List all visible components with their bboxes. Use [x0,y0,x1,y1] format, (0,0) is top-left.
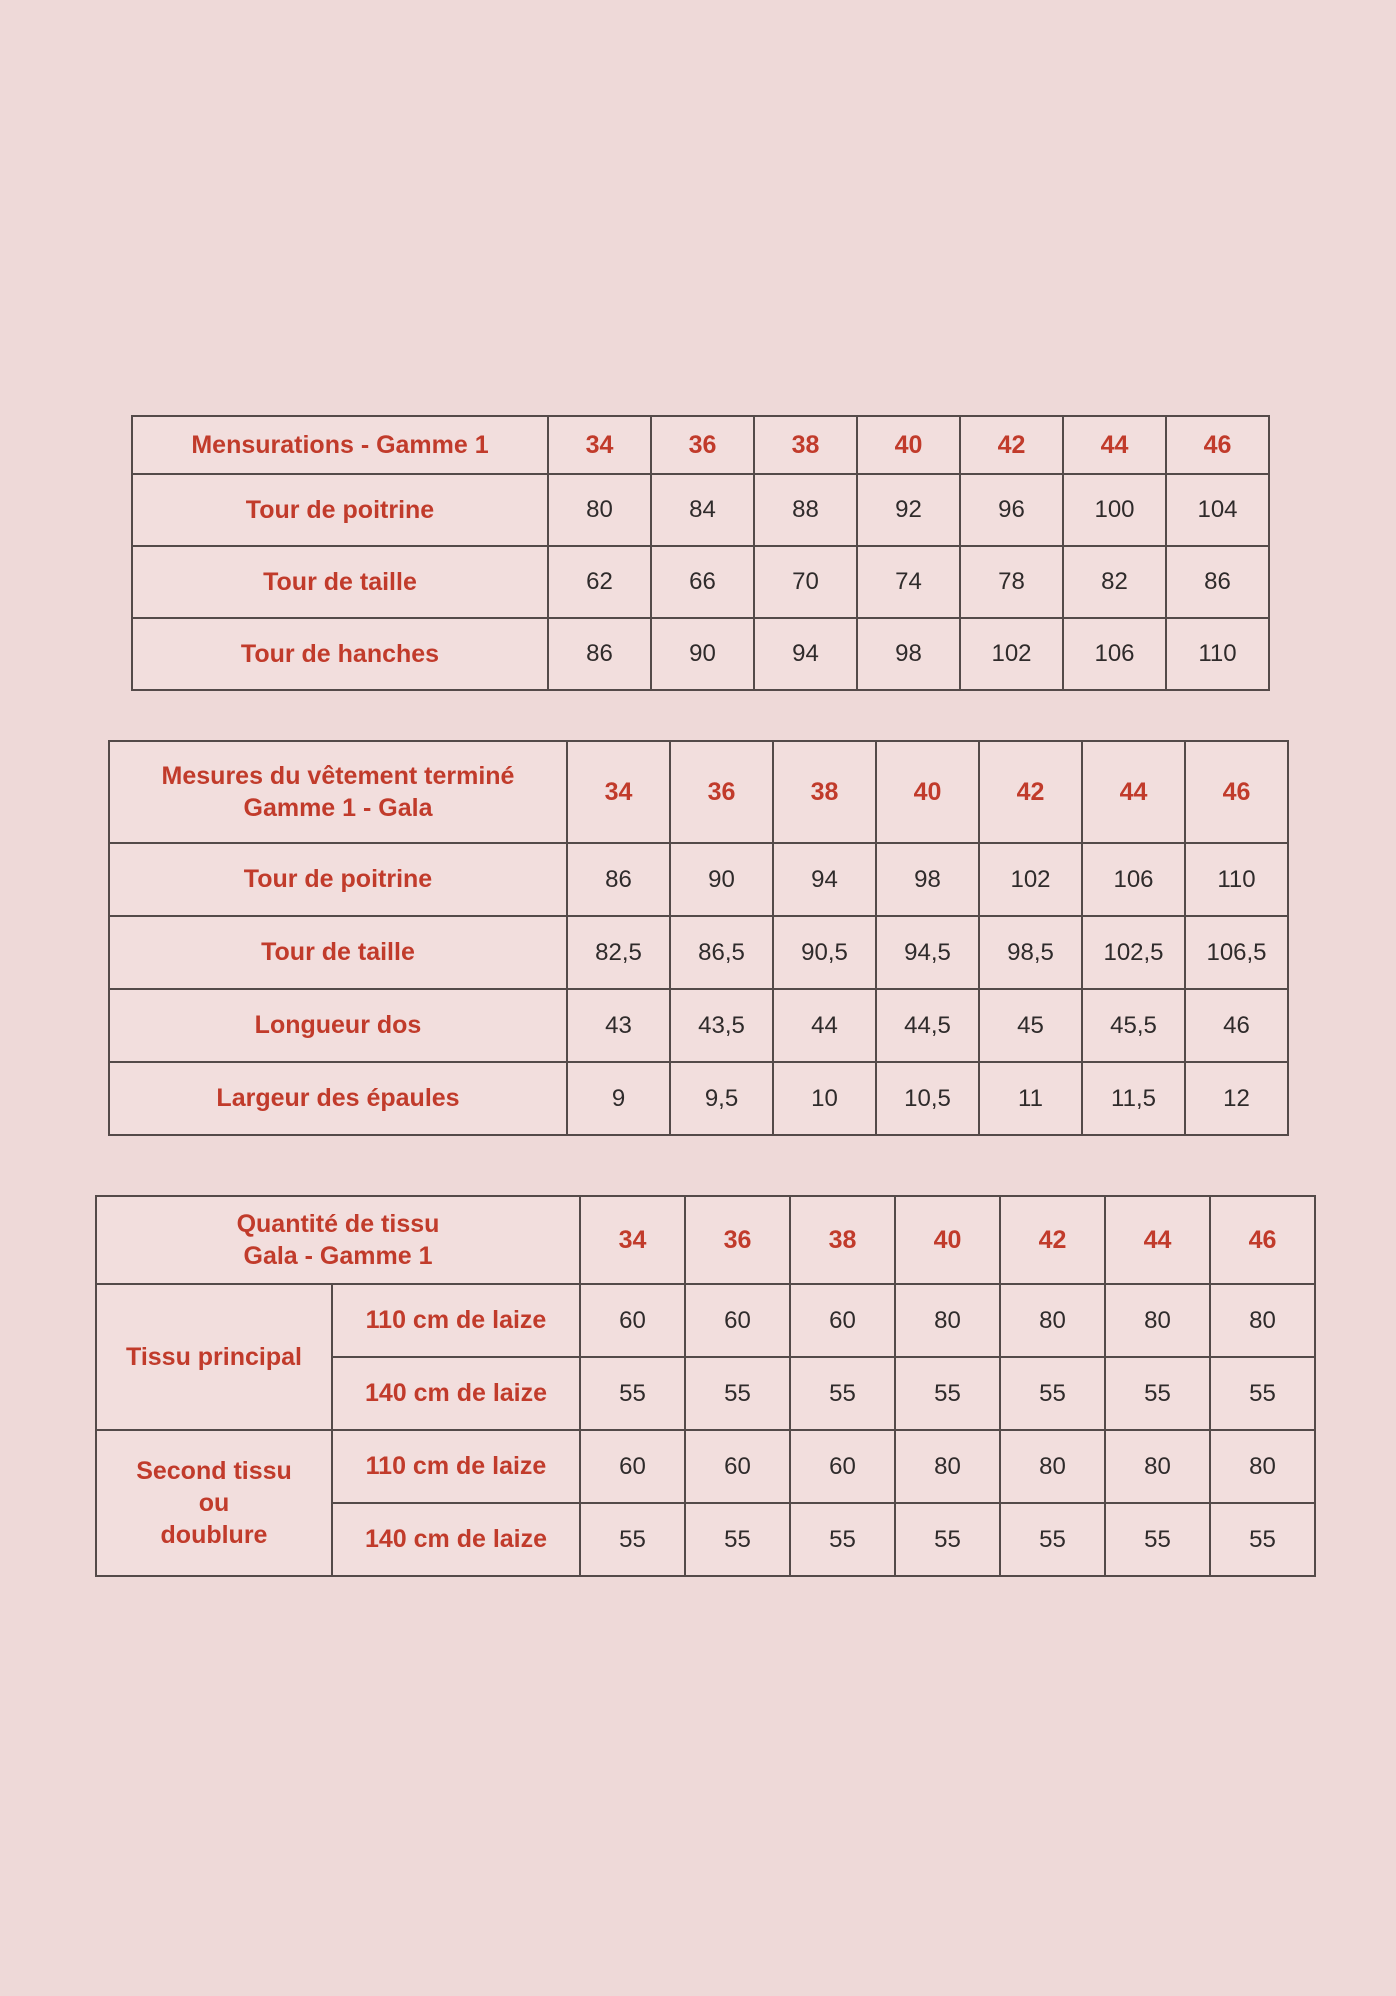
cell-value: 60 [580,1284,685,1357]
row-label: 110 cm de laize [332,1284,580,1357]
size-column-header: 40 [895,1196,1000,1284]
table-title-line2: Gala - Gamme 1 [243,1242,433,1270]
measurements-table [131,415,1270,691]
table-row [132,546,1269,618]
cell-value: 10,5 [876,1062,979,1135]
group-label-line1: Second tissu [136,1457,292,1485]
cell-value: 60 [685,1430,790,1503]
group-label-line1: Tissu principal [126,1342,302,1371]
table-title-line2: Gamme 1 - Gala [243,794,433,822]
size-column-header: 46 [1185,741,1288,843]
size-column-header: 44 [1063,416,1166,474]
cell-value: 60 [580,1430,685,1503]
table-title [109,741,567,843]
size-column-header: 34 [548,416,651,474]
cell-value: 55 [1210,1357,1315,1430]
cell-value: 10 [773,1062,876,1135]
cell-value: 60 [790,1284,895,1357]
cell-value: 82,5 [567,916,670,989]
cell-value: 102 [960,618,1063,690]
table-row [109,843,1288,916]
size-column-header: 36 [670,741,773,843]
cell-value: 88 [754,474,857,546]
cell-value: 84 [651,474,754,546]
cell-value: 102,5 [1082,916,1185,989]
row-label: Tour de taille [109,916,567,989]
cell-value: 110 [1166,618,1269,690]
table-row [109,989,1288,1062]
cell-value: 104 [1166,474,1269,546]
cell-value: 60 [790,1430,895,1503]
cell-value: 82 [1063,546,1166,618]
cell-value: 80 [548,474,651,546]
cell-value: 55 [790,1503,895,1576]
table-title-line1: Quantité de tissu [236,1210,440,1238]
row-label: 140 cm de laize [332,1503,580,1576]
cell-value: 55 [580,1503,685,1576]
cell-value: 55 [580,1357,685,1430]
cell-value: 74 [857,546,960,618]
cell-value: 80 [1000,1284,1105,1357]
cell-value: 80 [1105,1430,1210,1503]
cell-value: 110 [1185,843,1288,916]
cell-value: 55 [1105,1357,1210,1430]
size-column-header: 42 [960,416,1063,474]
cell-value: 45 [979,989,1082,1062]
table-title-line1: Mesures du vêtement terminé [161,762,515,790]
cell-value: 55 [895,1357,1000,1430]
cell-value: 96 [960,474,1063,546]
cell-value: 86 [1166,546,1269,618]
cell-value: 78 [960,546,1063,618]
row-label: Largeur des épaules [109,1062,567,1135]
cell-value: 55 [1210,1503,1315,1576]
table-row [96,1430,1315,1503]
row-label: Tour de poitrine [109,843,567,916]
table-row [96,1196,1315,1284]
table-row [96,1284,1315,1357]
cell-value: 80 [1000,1430,1105,1503]
cell-value: 62 [548,546,651,618]
cell-value: 98 [876,843,979,916]
cell-value: 92 [857,474,960,546]
table-title: Mensurations - Gamme 1 [132,416,548,474]
cell-value: 12 [1185,1062,1288,1135]
cell-value: 55 [895,1503,1000,1576]
row-label: 110 cm de laize [332,1430,580,1503]
size-column-header: 36 [651,416,754,474]
cell-value: 80 [1105,1284,1210,1357]
cell-value: 9,5 [670,1062,773,1135]
cell-value: 55 [1000,1503,1105,1576]
group-label-line3: doublure [160,1521,268,1549]
row-label: Tour de hanches [132,618,548,690]
cell-value: 43,5 [670,989,773,1062]
cell-value: 86 [548,618,651,690]
cell-value: 90 [670,843,773,916]
size-column-header: 34 [580,1196,685,1284]
cell-value: 90,5 [773,916,876,989]
size-column-header: 40 [857,416,960,474]
cell-value: 66 [651,546,754,618]
cell-value: 94 [754,618,857,690]
cell-value: 55 [685,1503,790,1576]
cell-value: 106,5 [1185,916,1288,989]
cell-value: 106 [1082,843,1185,916]
size-column-header: 44 [1082,741,1185,843]
table-row [132,474,1269,546]
cell-value: 106 [1063,618,1166,690]
group-label-line2: ou [198,1489,230,1517]
cell-value: 11 [979,1062,1082,1135]
size-column-header: 38 [790,1196,895,1284]
group-label-second-fabric [96,1430,332,1576]
size-column-header: 42 [1000,1196,1105,1284]
cell-value: 80 [1210,1430,1315,1503]
row-label: Tour de taille [132,546,548,618]
cell-value: 44,5 [876,989,979,1062]
size-column-header: 38 [754,416,857,474]
cell-value: 43 [567,989,670,1062]
fabric-quantity-table [95,1195,1316,1577]
cell-value: 80 [895,1284,1000,1357]
cell-value: 55 [1000,1357,1105,1430]
cell-value: 55 [790,1357,895,1430]
finished-garment-table [108,740,1289,1136]
size-column-header: 46 [1166,416,1269,474]
row-label: Longueur dos [109,989,567,1062]
table-title [96,1196,580,1284]
cell-value: 11,5 [1082,1062,1185,1135]
size-column-header: 34 [567,741,670,843]
size-column-header: 44 [1105,1196,1210,1284]
cell-value: 60 [685,1284,790,1357]
cell-value: 9 [567,1062,670,1135]
group-label-main-fabric [96,1284,332,1430]
row-label: 140 cm de laize [332,1357,580,1430]
size-column-header: 46 [1210,1196,1315,1284]
size-column-header: 36 [685,1196,790,1284]
size-column-header: 42 [979,741,1082,843]
cell-value: 98 [857,618,960,690]
cell-value: 46 [1185,989,1288,1062]
size-column-header: 38 [773,741,876,843]
row-label: Tour de poitrine [132,474,548,546]
size-column-header: 40 [876,741,979,843]
cell-value: 98,5 [979,916,1082,989]
cell-value: 102 [979,843,1082,916]
table-row [132,416,1269,474]
cell-value: 86 [567,843,670,916]
table-row [109,1062,1288,1135]
cell-value: 80 [895,1430,1000,1503]
table-row [109,916,1288,989]
cell-value: 55 [685,1357,790,1430]
cell-value: 55 [1105,1503,1210,1576]
cell-value: 86,5 [670,916,773,989]
cell-value: 44 [773,989,876,1062]
table-row [109,741,1288,843]
cell-value: 90 [651,618,754,690]
cell-value: 70 [754,546,857,618]
table-row [132,618,1269,690]
cell-value: 94,5 [876,916,979,989]
cell-value: 45,5 [1082,989,1185,1062]
cell-value: 80 [1210,1284,1315,1357]
cell-value: 100 [1063,474,1166,546]
cell-value: 94 [773,843,876,916]
